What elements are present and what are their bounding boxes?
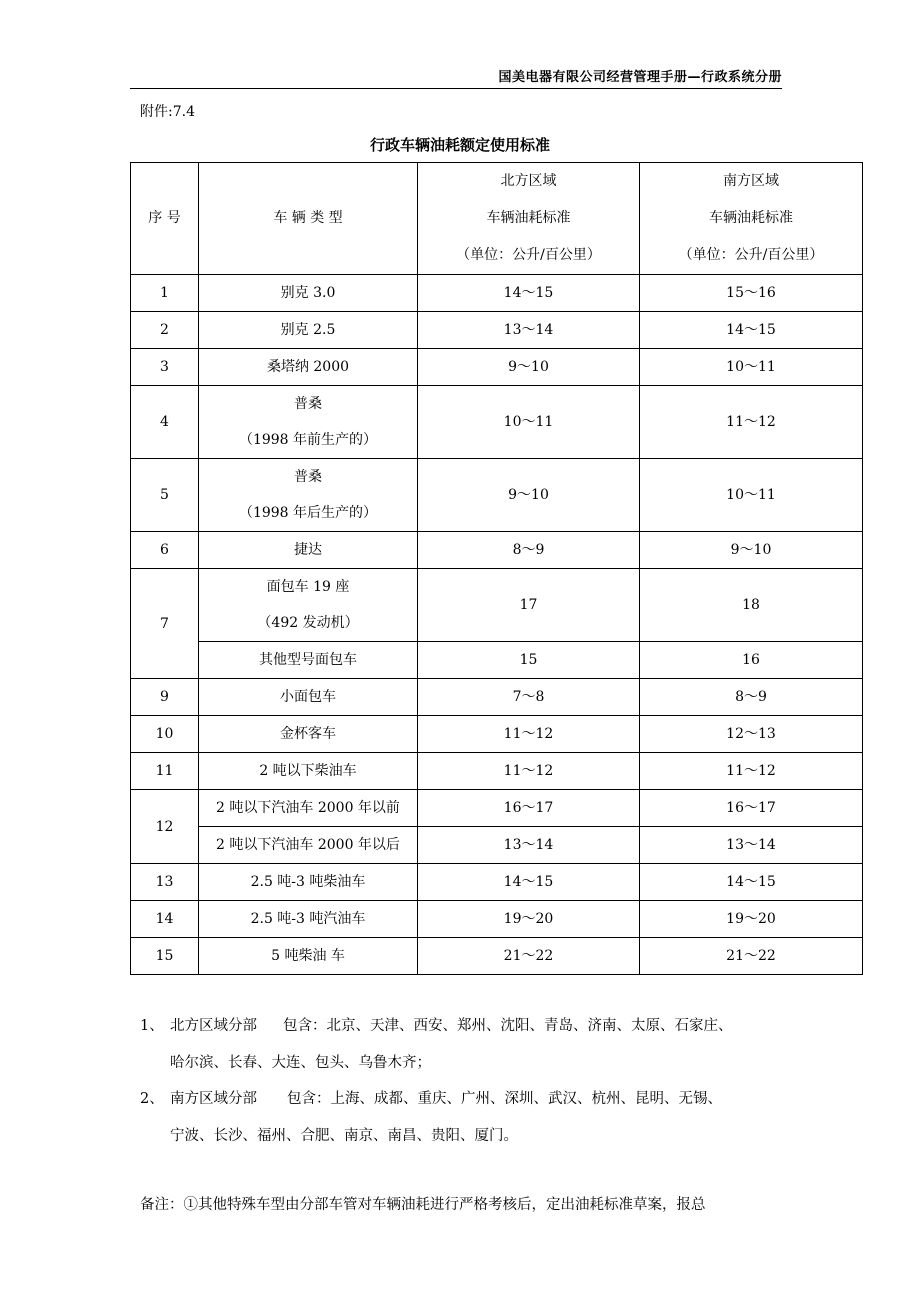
table-row: [131, 790, 863, 827]
north-value-cell: 16～17: [418, 790, 640, 827]
table-header-row: [131, 163, 863, 275]
south-value-cell: 14～15: [640, 312, 863, 349]
north-value-cell: 8～9: [418, 532, 640, 569]
north-region-note: [140, 1008, 733, 1082]
header-rule: [130, 88, 782, 89]
region-cities-line2: 宁波、长沙、福州、合肥、南京、南昌、贵阳、厦门。: [170, 1128, 518, 1144]
fuel-standard-table: [130, 162, 863, 975]
south-value-cell: 18: [640, 569, 863, 642]
table-row: [131, 716, 863, 753]
vehicle-type-cell: 金杯客车: [199, 716, 418, 753]
north-value-cell: 13～14: [418, 312, 640, 349]
seq-cell: 9: [131, 679, 199, 716]
vehicle-type-line1: 普桑: [294, 469, 322, 485]
north-value-cell: 9～10: [418, 349, 640, 386]
vehicle-type-line1: 普桑: [294, 396, 322, 412]
region-label: 包含：: [287, 1091, 331, 1107]
header-north-l1: 北方区域: [500, 173, 557, 189]
region-cities-line2: 哈尔滨、长春、大连、包头、乌鲁木齐；: [170, 1055, 431, 1071]
vehicle-type-line1: 面包车 19 座: [266, 579, 350, 595]
vehicle-type-cell: 2 吨以下汽油车 2000 年以后: [199, 827, 418, 864]
table-row: [131, 569, 863, 642]
south-value-cell: 19～20: [640, 901, 863, 938]
table-row: [131, 349, 863, 386]
north-value-cell: 7～8: [418, 679, 640, 716]
vehicle-type-cell: 桑塔纳 2000: [199, 349, 418, 386]
north-value-cell: 17: [418, 569, 640, 642]
region-label: 包含：: [283, 1018, 327, 1034]
south-value-cell: 12～13: [640, 716, 863, 753]
table-row: [131, 642, 863, 679]
vehicle-type-cell: 2.5 吨-3 吨柴油车: [199, 864, 418, 901]
north-value-cell: 21～22: [418, 938, 640, 975]
north-value-cell: 19～20: [418, 901, 640, 938]
south-value-cell: 9～10: [640, 532, 863, 569]
vehicle-type-cell: [199, 569, 418, 642]
attachment-number: 附件:7.4: [140, 104, 195, 120]
south-value-cell: 14～15: [640, 864, 863, 901]
north-value-cell: 11～12: [418, 753, 640, 790]
north-value-cell: 10～11: [418, 386, 640, 459]
vehicle-type-cell: 2 吨以下柴油车: [199, 753, 418, 790]
table-row: [131, 679, 863, 716]
south-value-cell: 21～22: [640, 938, 863, 975]
header-north-l3: （单位：公升/百公里）: [456, 247, 601, 263]
remark-text: 备注：①其他特殊车型由分部车管对车辆油耗进行严格考核后，定出油耗标准草案，报总: [140, 1197, 706, 1213]
south-region-note: [140, 1081, 722, 1155]
vehicle-type-line2: （492 发动机）: [257, 615, 359, 631]
seq-cell: 11: [131, 753, 199, 790]
header-seq: 序 号: [131, 163, 199, 275]
vehicle-type-line2: （1998 年前生产的）: [238, 432, 378, 448]
south-value-cell: 10～11: [640, 459, 863, 532]
seq-cell: 1: [131, 275, 199, 312]
south-value-cell: 13～14: [640, 827, 863, 864]
vehicle-type-cell: [199, 459, 418, 532]
table-row: [131, 459, 863, 532]
seq-cell: 7: [131, 569, 199, 679]
seq-cell: 6: [131, 532, 199, 569]
table-row: [131, 312, 863, 349]
vehicle-type-cell: 2.5 吨-3 吨汽油车: [199, 901, 418, 938]
table-row: [131, 532, 863, 569]
vehicle-type-cell: 5 吨柴油 车: [199, 938, 418, 975]
seq-cell: 2: [131, 312, 199, 349]
south-value-cell: 10～11: [640, 349, 863, 386]
table-row: [131, 827, 863, 864]
list-number: 2、: [140, 1091, 164, 1107]
south-value-cell: 16: [640, 642, 863, 679]
vehicle-type-cell: 小面包车: [199, 679, 418, 716]
header-north-l2: 车辆油耗标准: [486, 210, 571, 226]
header-vehicle-type: 车 辆 类 型: [199, 163, 418, 275]
list-number: 1、: [140, 1018, 164, 1034]
seq-cell: 15: [131, 938, 199, 975]
table-row: [131, 386, 863, 459]
seq-cell: 13: [131, 864, 199, 901]
vehicle-type-cell: [199, 386, 418, 459]
north-value-cell: 15: [418, 642, 640, 679]
vehicle-type-cell: 别克 3.0: [199, 275, 418, 312]
south-value-cell: 11～12: [640, 386, 863, 459]
table-row: [131, 753, 863, 790]
seq-cell: 14: [131, 901, 199, 938]
region-cities-line1: 上海、成都、重庆、广州、深圳、武汉、杭州、昆明、无锡、: [330, 1091, 722, 1107]
vehicle-type-line2: （1998 年后生产的）: [238, 505, 378, 521]
seq-cell: 3: [131, 349, 199, 386]
south-value-cell: 15～16: [640, 275, 863, 312]
page-title: 行政车辆油耗额定使用标准: [369, 136, 550, 154]
header-north-region: [418, 163, 640, 275]
south-value-cell: 11～12: [640, 753, 863, 790]
north-value-cell: 14～15: [418, 275, 640, 312]
header-south-region: [640, 163, 863, 275]
north-value-cell: 14～15: [418, 864, 640, 901]
region-name: 北方区域分部: [170, 1018, 257, 1034]
vehicle-type-cell: 2 吨以下汽油车 2000 年以前: [199, 790, 418, 827]
vehicle-type-cell: 其他型号面包车: [199, 642, 418, 679]
seq-cell: 12: [131, 790, 199, 864]
vehicle-type-cell: 别克 2.5: [199, 312, 418, 349]
region-cities-line1: 北京、天津、西安、郑州、沈阳、青岛、济南、太原、石家庄、: [326, 1018, 733, 1034]
north-value-cell: 13～14: [418, 827, 640, 864]
seq-cell: 4: [131, 386, 199, 459]
south-value-cell: 16～17: [640, 790, 863, 827]
table-row: [131, 864, 863, 901]
north-value-cell: 11～12: [418, 716, 640, 753]
vehicle-type-cell: 捷达: [199, 532, 418, 569]
table-row: [131, 901, 863, 938]
north-value-cell: 9～10: [418, 459, 640, 532]
header-south-l3: （单位：公升/百公里）: [678, 247, 824, 263]
table-row: [131, 938, 863, 975]
seq-cell: 5: [131, 459, 199, 532]
region-name: 南方区域分部: [170, 1091, 257, 1107]
south-value-cell: 8～9: [640, 679, 863, 716]
header-south-l2: 车辆油耗标准: [709, 210, 793, 226]
document-header-title: 国美电器有限公司经营管理手册—行政系统分册: [498, 70, 782, 85]
header-south-l1: 南方区域: [723, 173, 779, 189]
seq-cell: 10: [131, 716, 199, 753]
table-row: [131, 275, 863, 312]
